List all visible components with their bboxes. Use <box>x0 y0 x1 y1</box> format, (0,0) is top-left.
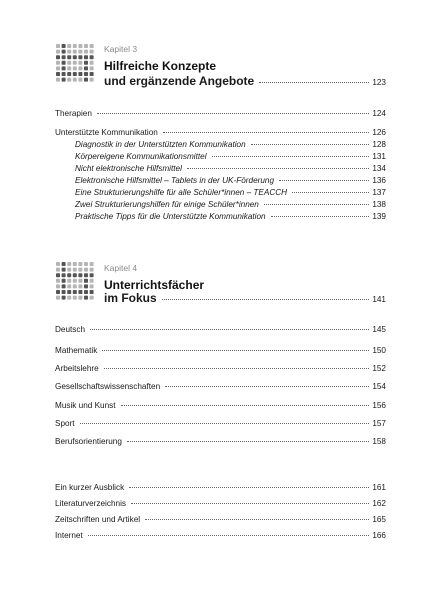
entry-title: Berufsorientierung <box>55 437 122 446</box>
entry-page: 131 <box>372 152 386 161</box>
entry-title: Sport <box>55 419 75 428</box>
toc-entry-literaturverzeichnis <box>55 498 386 509</box>
entry-page: 162 <box>372 499 386 508</box>
leader-dots <box>104 368 369 369</box>
entry-title: Arbeitslehre <box>55 364 99 373</box>
entry-page: 138 <box>372 200 386 209</box>
chapter-3-title-entry <box>104 76 386 91</box>
entry-page: 150 <box>372 346 386 355</box>
toc-entry-unterstuetzte-kommunikation <box>55 127 386 138</box>
entry-title: Gesellschaftswissenschaften <box>55 382 161 391</box>
entry-title: Mathematik <box>55 346 98 355</box>
leader-dots <box>279 180 369 181</box>
entry-title: Körpereigene Kommunikationsmittel <box>75 152 207 161</box>
toc-subentry-elektronische <box>75 175 386 186</box>
entry-title: Ein kurzer Ausblick <box>55 483 125 492</box>
entry-title: Zwei Strukturierungshilfen für einige Schüler*innen <box>75 200 259 209</box>
entry-title: Zeitschriften und Artikel <box>55 515 141 524</box>
toc-entry-therapien <box>55 108 386 119</box>
toc-entry-gesellschaftswissenschaften <box>55 381 386 392</box>
leader-dots <box>163 132 369 133</box>
entry-page: 154 <box>372 382 386 391</box>
chapter-4-dot-grid-icon <box>55 261 95 301</box>
leader-dots <box>251 144 369 145</box>
leader-dots <box>212 156 369 157</box>
entry-title: Unterstützte Kommunikation <box>55 128 158 137</box>
entry-page: 134 <box>372 164 386 173</box>
entry-title: Nicht elektronische Hilfsmittel <box>75 164 182 173</box>
toc-subentry-teacch <box>75 187 386 198</box>
chapter-3-title-line1: Hilfreiche Konzepte <box>104 59 217 73</box>
leader-dots <box>292 192 369 193</box>
toc-entry-mathematik <box>55 345 386 356</box>
chapter-3-page: 123 <box>372 78 386 87</box>
leader-dots <box>165 386 369 387</box>
leader-dots <box>129 487 369 488</box>
toc-entry-arbeitslehre <box>55 363 386 374</box>
toc-entry-berufsorientierung <box>55 436 386 447</box>
chapter-3-label: Kapitel 3 <box>104 44 138 54</box>
toc-subentry-praktische-tipps <box>75 211 386 222</box>
entry-title: Musik und Kunst <box>55 401 116 410</box>
leader-dots <box>90 329 369 330</box>
entry-page: 145 <box>372 325 386 334</box>
toc-subentry-koerpereigene <box>75 151 386 162</box>
chapter-3-dot-grid-icon <box>55 43 95 83</box>
entry-page: 126 <box>372 128 386 137</box>
chapter-4-title-line2: im Fokus <box>104 291 157 305</box>
entry-page: 166 <box>372 531 386 540</box>
chapter-3-title-line2: und ergänzende Angebote <box>104 74 255 88</box>
entry-title: Eine Strukturierungshilfe für alle Schüler*innen – TEACCH <box>75 188 288 197</box>
chapter-4-label: Kapitel 4 <box>104 263 138 273</box>
chapter-4-title-entry <box>104 293 386 308</box>
entry-title: Deutsch <box>55 325 86 334</box>
leader-dots <box>97 113 369 114</box>
entry-title: Diagnostik in der Unterstützten Kommunikation <box>75 140 246 149</box>
chapter-4-title-line1: Unterrichtsfächer <box>104 278 205 292</box>
toc-subentry-diagnostik <box>75 139 386 150</box>
entry-page: 165 <box>372 515 386 524</box>
leader-dots <box>162 299 369 300</box>
entry-page: 136 <box>372 176 386 185</box>
leader-dots <box>264 204 369 205</box>
leader-dots <box>88 535 369 536</box>
entry-title: Literaturverzeichnis <box>55 499 126 508</box>
entry-page: 158 <box>372 437 386 446</box>
entry-page: 139 <box>372 212 386 221</box>
entry-title: Elektronische Hilfsmittel – Tablets in der UK-Förderung <box>75 176 275 185</box>
entry-title: Therapien <box>55 109 92 118</box>
toc-entry-musik-und-kunst <box>55 400 386 411</box>
toc-entry-internet <box>55 530 386 541</box>
toc-entry-sport <box>55 418 386 429</box>
leader-dots <box>187 168 369 169</box>
toc-entry-zeitschriften-und-artikel <box>55 514 386 525</box>
entry-page: 124 <box>372 109 386 118</box>
toc-entry-deutsch <box>55 324 386 335</box>
entry-page: 161 <box>372 483 386 492</box>
toc-entry-ein-kurzer-ausblick <box>55 482 386 493</box>
chapter-4-page: 141 <box>372 295 386 304</box>
entry-page: 157 <box>372 419 386 428</box>
leader-dots <box>80 423 369 424</box>
leader-dots <box>259 82 369 83</box>
leader-dots <box>127 441 369 442</box>
toc-subentry-zwei-strukturierungshilfen <box>75 199 386 210</box>
entry-page: 156 <box>372 401 386 410</box>
entry-title: Internet <box>55 531 83 540</box>
toc-subentry-nicht-elektronische <box>75 163 386 174</box>
leader-dots <box>131 503 369 504</box>
leader-dots <box>271 216 369 217</box>
leader-dots <box>145 519 369 520</box>
entry-page: 128 <box>372 140 386 149</box>
leader-dots <box>121 405 369 406</box>
leader-dots <box>102 350 369 351</box>
entry-page: 137 <box>372 188 386 197</box>
entry-page: 152 <box>372 364 386 373</box>
entry-title: Praktische Tipps für die Unterstützte Kommunikation <box>75 212 266 221</box>
